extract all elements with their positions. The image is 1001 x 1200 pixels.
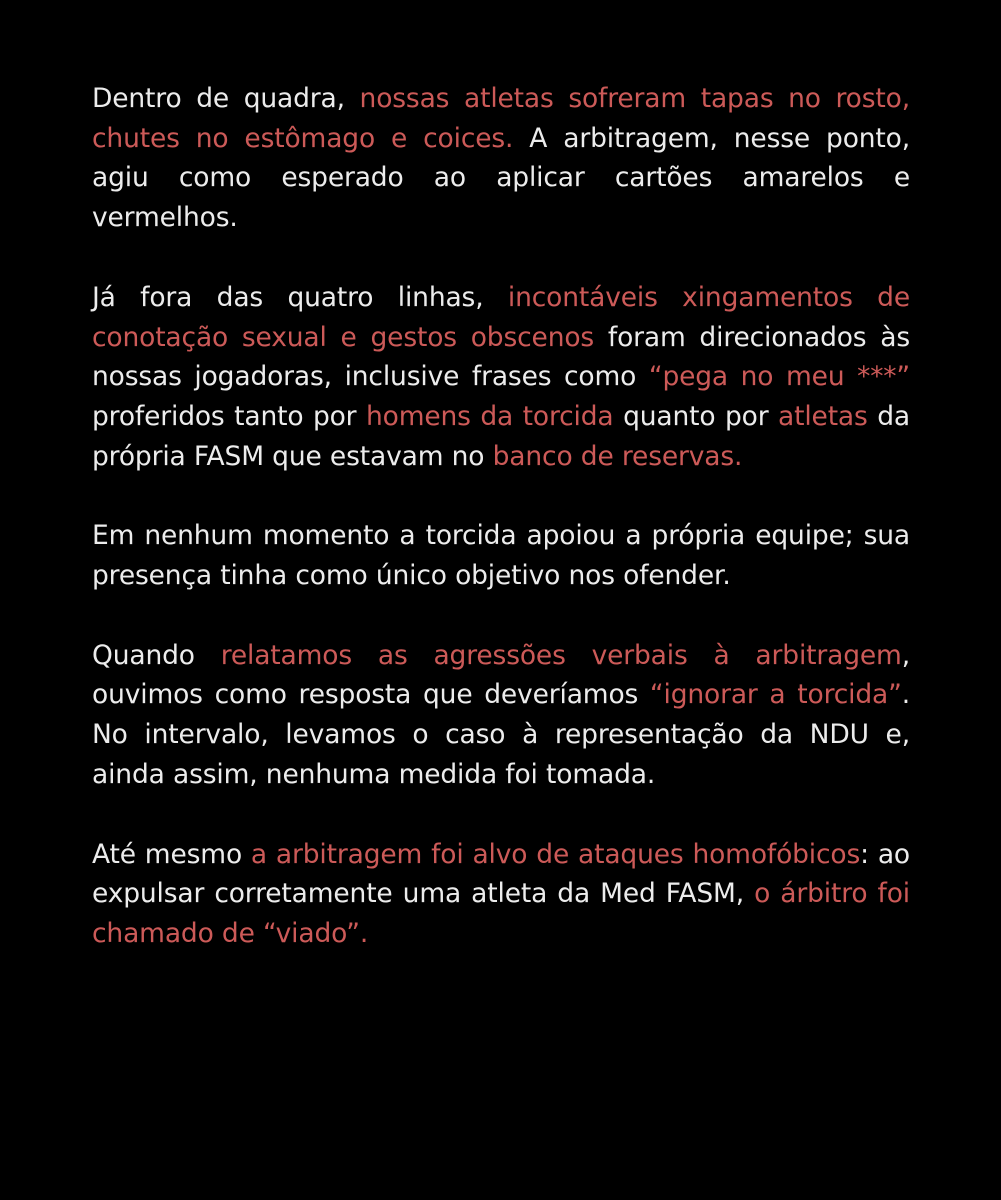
highlighted-text-segment: homens da torcida xyxy=(365,400,614,432)
highlighted-text-segment: “ignorar a torcida” xyxy=(649,679,902,711)
text-segment: Quando xyxy=(92,639,221,671)
text-segment: Até mesmo xyxy=(92,838,251,870)
text-segment: A arbitragem, nesse ponto, agiu como esperado ao aplicar cartões amarelos e vermelhos. xyxy=(92,122,910,234)
paragraph-1 xyxy=(92,79,910,238)
text-segment: quanto por xyxy=(613,400,778,432)
paragraph-3 xyxy=(92,516,910,595)
text-segment: foram direcionados às nossas jogadoras, inclusive frases como xyxy=(92,321,911,393)
highlighted-text-segment: atletas xyxy=(778,400,868,432)
highlighted-text-segment: a arbitragem foi alvo de ataques homofóbicos xyxy=(250,838,861,870)
text-segment: Dentro de quadra, xyxy=(92,83,360,114)
highlighted-text-segment: “pega no meu ***” xyxy=(648,361,910,393)
text-segment: Em nenhum momento a torcida apoiou a própria equipe; sua presença tinha como único objetivo nos ofender. xyxy=(92,520,910,592)
text-segment: , ouvimos como resposta que deveríamos xyxy=(92,639,910,711)
text-segment: . No intervalo, levamos o caso à representação da NDU e, ainda assim, nenhuma medida foi tomada. xyxy=(92,679,910,790)
highlighted-text-segment: relatamos as agressões verbais à arbitragem xyxy=(220,639,902,671)
highlighted-text-segment: nossas atletas sofreram tapas no rosto, chutes no estômago e coices. xyxy=(92,83,910,154)
text-segment: : ao expulsar corretamente uma atleta da Med FASM, xyxy=(92,838,910,910)
highlighted-text-segment: incontáveis xingamentos de conotação sexual e gestos obscenos xyxy=(92,281,910,353)
text-segment: da própria FASM que estavam no xyxy=(92,400,910,472)
paragraph-5 xyxy=(92,835,910,954)
paragraph-4 xyxy=(92,636,910,795)
paragraph-2 xyxy=(92,278,910,477)
highlighted-text-segment: o árbitro foi chamado de “viado”. xyxy=(92,878,910,949)
text-segment: proferidos tanto por xyxy=(92,400,366,432)
highlighted-text-segment: banco de reservas. xyxy=(492,440,743,472)
text-segment: Já fora das quatro linhas, xyxy=(92,281,508,313)
